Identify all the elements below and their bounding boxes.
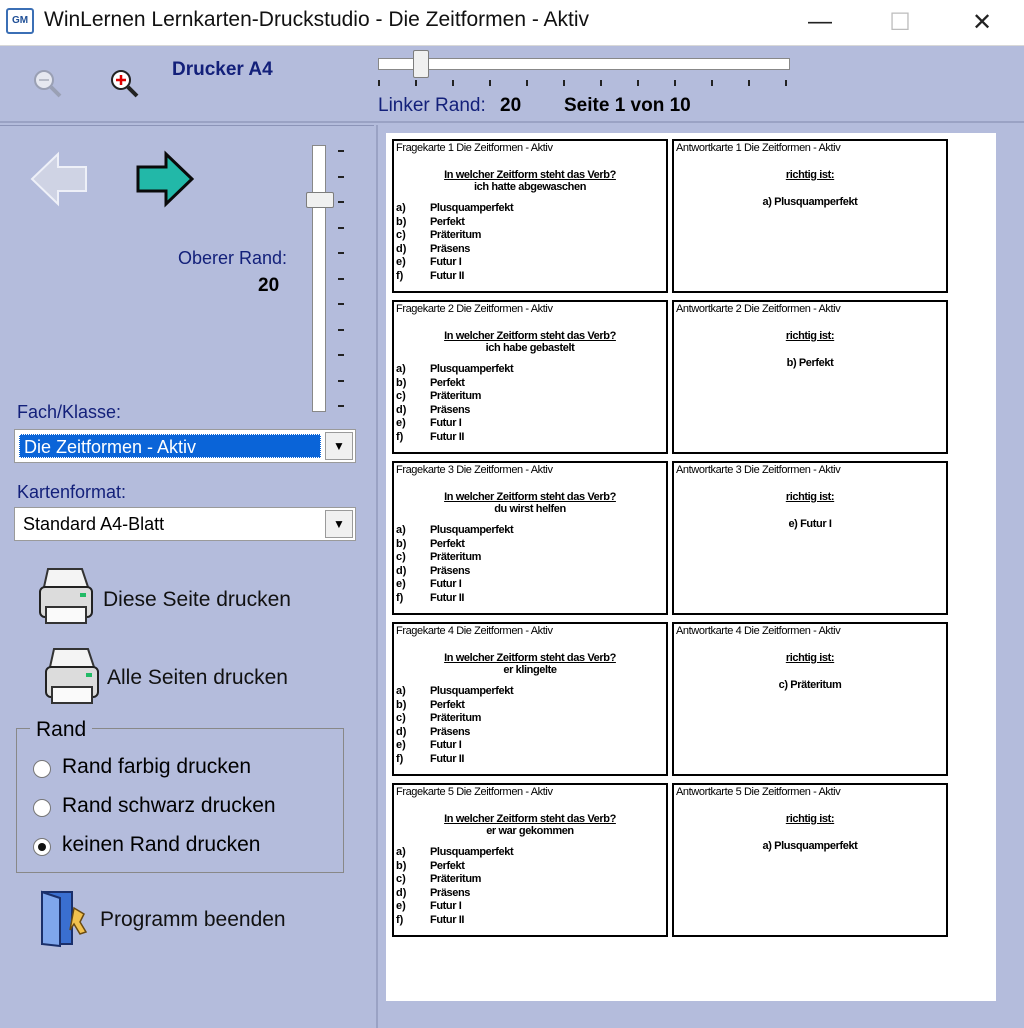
subject-select[interactable]	[14, 429, 356, 463]
chevron-down-icon[interactable]: ▼	[325, 510, 353, 538]
card-format-select-value: Standard A4-Blatt	[23, 514, 165, 534]
slider-tick	[338, 150, 344, 152]
card-title: Antwortkarte 1 Die Zeitformen - Aktiv	[676, 142, 841, 154]
option-text: Perfekt	[430, 859, 465, 872]
slider-tick	[338, 380, 344, 382]
option-letter: c)	[396, 873, 406, 885]
maximize-button[interactable]: ☐	[889, 8, 911, 36]
option-letter: e)	[396, 417, 406, 429]
answer-text: a) Plusquamperfekt	[762, 840, 858, 852]
left-margin-slider-thumb[interactable]	[413, 50, 429, 78]
option-letter: a)	[396, 685, 406, 697]
slider-tick	[338, 227, 344, 229]
card-title: Fragekarte 2 Die Zeitformen - Aktiv	[396, 303, 553, 315]
option-text: Futur II	[430, 752, 465, 765]
border-option-label[interactable]: Rand schwarz drucken	[62, 794, 276, 817]
slider-tick	[338, 278, 344, 280]
top-margin-value: 20	[258, 275, 280, 296]
slider-tick	[415, 80, 417, 86]
card-title: Antwortkarte 2 Die Zeitformen - Aktiv	[676, 303, 841, 315]
slider-tick	[338, 354, 344, 356]
card-title: Fragekarte 4 Die Zeitformen - Aktiv	[396, 625, 553, 637]
option-text: Präteritum	[430, 712, 482, 724]
previous-page-arrow-icon[interactable]	[30, 150, 90, 208]
option-letter: f)	[396, 430, 404, 443]
option-letter: f)	[396, 913, 404, 926]
answer-heading: richtig ist:	[785, 330, 835, 342]
subject-select-value: Die Zeitformen - Aktiv	[19, 434, 321, 458]
card-sentence: ich habe gebastelt	[485, 342, 575, 354]
option-letter: b)	[396, 537, 407, 550]
left-margin-value: 20	[500, 95, 522, 116]
window-title: WinLernen Lernkarten-Druckstudio - Die Zeitformen - Aktiv	[44, 8, 590, 31]
answer-card	[672, 300, 948, 454]
option-letter: f)	[396, 591, 404, 604]
option-text: Futur I	[430, 578, 462, 590]
slider-tick	[489, 80, 491, 86]
card-question: In welcher Zeitform steht das Verb?	[444, 169, 616, 181]
slider-tick	[338, 329, 344, 331]
slider-tick	[338, 252, 344, 254]
printer-label: Drucker A4	[172, 59, 273, 80]
option-letter: b)	[396, 859, 407, 872]
app-icon: GM	[6, 8, 34, 34]
print-page-button[interactable]: Diese Seite drucken	[103, 588, 291, 611]
card-question: In welcher Zeitform steht das Verb?	[444, 491, 616, 503]
card-question: In welcher Zeitform steht das Verb?	[444, 813, 616, 825]
option-text: Futur II	[430, 430, 465, 443]
option-text: Präsens	[430, 725, 471, 738]
top-margin-label: Oberer Rand:	[178, 248, 288, 268]
border-option-label[interactable]: Rand farbig drucken	[62, 755, 252, 778]
border-group-title: Rand	[30, 718, 92, 742]
slider-tick	[378, 80, 380, 86]
option-text: Präsens	[430, 242, 471, 255]
slider-tick	[674, 80, 676, 86]
exit-door-icon[interactable]	[36, 888, 90, 948]
question-card	[392, 783, 668, 937]
border-option-radio[interactable]	[33, 760, 51, 778]
option-letter: a)	[396, 524, 406, 536]
card-sentence: ich hatte abgewaschen	[473, 181, 587, 193]
card-sentence: er klingelte	[503, 664, 557, 676]
option-text: Präteritum	[430, 873, 482, 885]
border-option-label[interactable]: keinen Rand drucken	[62, 833, 261, 856]
option-letter: e)	[396, 739, 406, 751]
answer-heading: richtig ist:	[785, 169, 835, 181]
option-text: Futur I	[430, 256, 462, 268]
slider-tick	[748, 80, 750, 86]
slider-tick	[338, 201, 344, 203]
option-letter: f)	[396, 269, 404, 282]
card-format-label: Kartenformat:	[17, 482, 127, 502]
card-question: In welcher Zeitform steht das Verb?	[444, 652, 616, 664]
card-title: Fragekarte 1 Die Zeitformen - Aktiv	[396, 142, 553, 154]
card-sentence: du wirst helfen	[494, 503, 566, 515]
slider-tick	[637, 80, 639, 86]
answer-card	[672, 622, 948, 776]
option-letter: b)	[396, 376, 407, 389]
option-letter: b)	[396, 698, 407, 711]
printer-icon[interactable]	[36, 565, 96, 629]
option-letter: c)	[396, 229, 406, 241]
minimize-button[interactable]: —	[808, 8, 832, 35]
answer-text: c) Präteritum	[778, 679, 842, 691]
option-text: Präsens	[430, 403, 471, 416]
slider-tick	[785, 80, 787, 86]
option-letter: a)	[396, 363, 406, 375]
option-text: Perfekt	[430, 215, 465, 228]
option-text: Präsens	[430, 564, 471, 577]
option-letter: c)	[396, 712, 406, 724]
subject-label: Fach/Klasse:	[17, 402, 122, 422]
option-text: Perfekt	[430, 376, 465, 389]
option-text: Futur I	[430, 417, 462, 429]
close-button[interactable]: ✕	[971, 8, 993, 36]
slider-tick	[526, 80, 528, 86]
exit-button[interactable]: Programm beenden	[100, 908, 286, 931]
option-text: Plusquamperfekt	[430, 846, 514, 858]
option-text: Futur II	[430, 913, 465, 926]
next-page-arrow-icon[interactable]	[134, 150, 194, 208]
left-margin-label: Linker Rand:	[378, 95, 486, 116]
top-margin-slider-thumb[interactable]	[306, 192, 334, 208]
option-text: Futur II	[430, 269, 465, 282]
option-text: Futur II	[430, 591, 465, 604]
option-letter: d)	[396, 242, 407, 255]
question-card	[392, 622, 668, 776]
printer-icon[interactable]	[42, 645, 102, 709]
border-option-radio[interactable]	[33, 799, 51, 817]
answer-card	[672, 461, 948, 615]
slider-tick	[452, 80, 454, 86]
option-letter: b)	[396, 215, 407, 228]
option-text: Präsens	[430, 886, 471, 899]
option-text: Plusquamperfekt	[430, 202, 514, 214]
option-letter: a)	[396, 846, 406, 858]
slider-tick	[563, 80, 565, 86]
question-card	[392, 461, 668, 615]
print-all-button[interactable]: Alle Seiten drucken	[107, 666, 288, 689]
option-letter: f)	[396, 752, 404, 765]
option-letter: a)	[396, 202, 406, 214]
option-text: Plusquamperfekt	[430, 363, 514, 375]
question-card	[392, 300, 668, 454]
question-card	[392, 139, 668, 293]
option-text: Präteritum	[430, 229, 482, 241]
card-question: In welcher Zeitform steht das Verb?	[444, 330, 616, 342]
card-title: Antwortkarte 5 Die Zeitformen - Aktiv	[676, 786, 841, 798]
card-format-select[interactable]	[14, 507, 356, 541]
slider-tick	[338, 303, 344, 305]
chevron-down-icon[interactable]: ▼	[325, 432, 353, 460]
option-letter: e)	[396, 900, 406, 912]
left-margin-slider-track[interactable]	[378, 58, 790, 70]
zoom-out-icon[interactable]	[30, 66, 64, 100]
option-text: Präteritum	[430, 551, 482, 563]
option-letter: e)	[396, 578, 406, 590]
slider-tick	[338, 405, 344, 407]
slider-tick	[338, 176, 344, 178]
answer-text: a) Plusquamperfekt	[762, 196, 858, 208]
page-info: Seite 1 von 10	[564, 95, 691, 116]
card-title: Antwortkarte 3 Die Zeitformen - Aktiv	[676, 464, 841, 476]
answer-card	[672, 783, 948, 937]
answer-heading: richtig ist:	[785, 813, 835, 825]
option-letter: d)	[396, 564, 407, 577]
option-text: Perfekt	[430, 698, 465, 711]
answer-card	[672, 139, 948, 293]
option-letter: d)	[396, 725, 407, 738]
card-title: Fragekarte 5 Die Zeitformen - Aktiv	[396, 786, 553, 798]
option-text: Plusquamperfekt	[430, 524, 514, 536]
card-title: Fragekarte 3 Die Zeitformen - Aktiv	[396, 464, 553, 476]
option-letter: c)	[396, 390, 406, 402]
answer-heading: richtig ist:	[785, 652, 835, 664]
option-letter: c)	[396, 551, 406, 563]
option-letter: d)	[396, 886, 407, 899]
answer-text: e) Futur I	[788, 518, 832, 530]
card-title: Antwortkarte 4 Die Zeitformen - Aktiv	[676, 625, 841, 637]
option-letter: e)	[396, 256, 406, 268]
answer-text: b) Perfekt	[786, 357, 834, 369]
top-margin-slider-track[interactable]	[312, 145, 326, 412]
option-letter: d)	[396, 403, 407, 416]
option-text: Futur I	[430, 900, 462, 912]
slider-tick	[711, 80, 713, 86]
border-option-radio[interactable]	[33, 838, 51, 856]
option-text: Futur I	[430, 739, 462, 751]
option-text: Präteritum	[430, 390, 482, 402]
zoom-in-icon[interactable]	[107, 66, 141, 100]
option-text: Perfekt	[430, 537, 465, 550]
card-sentence: er war gekommen	[486, 825, 574, 837]
option-text: Plusquamperfekt	[430, 685, 514, 697]
slider-tick	[600, 80, 602, 86]
answer-heading: richtig ist:	[785, 491, 835, 503]
